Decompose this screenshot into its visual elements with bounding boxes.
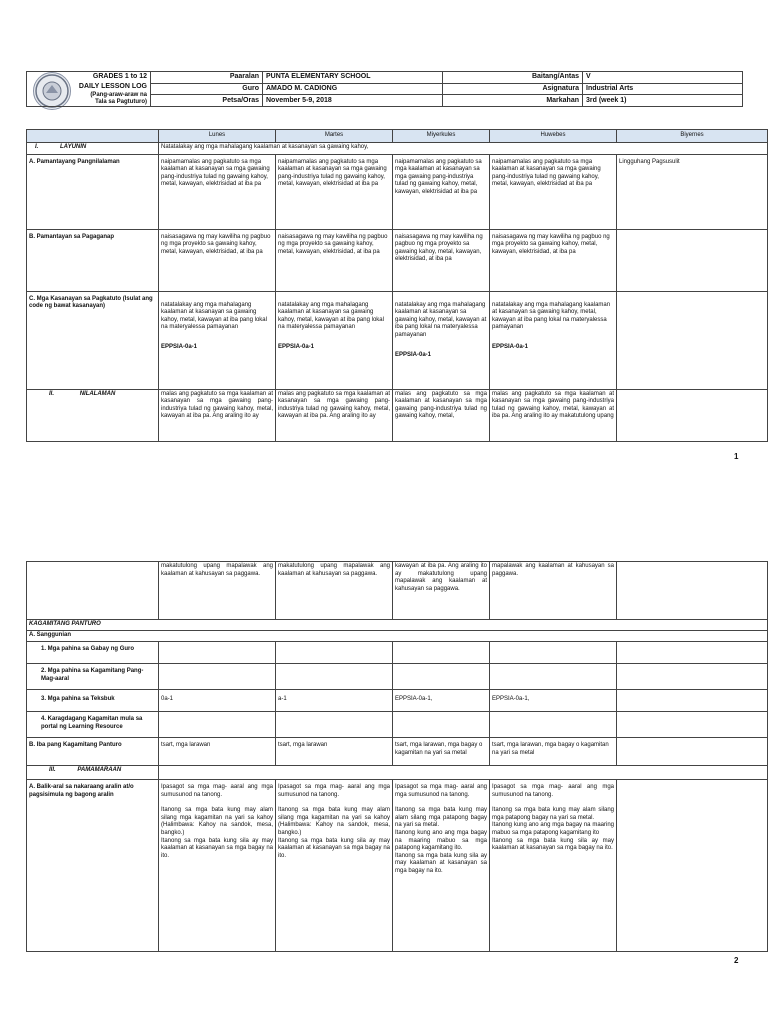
balik-aral-huwebes [490, 780, 617, 952]
cont-miyerkules: kawayan at iba pa. Ang araling ito ay makatutulong upang mapalawak ang kaalaman at kahusayan sa paggawa. [393, 562, 490, 620]
balik-aral-lunes-p3: Itanong sa mga bata kung sila ay may kaalaman at kasanayan sa mga bagay na ito. [161, 837, 273, 859]
balik-aral-huwebes-p3: Itanong kung ano ang mga bagay na maaring mabuo sa mga patapong kagamitang ito [492, 822, 614, 836]
label-asignatura: Asignatura [443, 83, 583, 95]
ref-portal-miyerkules [393, 712, 490, 738]
day-header-lunes: Lunes [159, 130, 276, 143]
balik-aral-miyerkules-p4: Itanong sa mga bata kung sila ay may kaalaman at kasanayan sa mga bagay na ito. [395, 852, 487, 874]
lesson-table-page-2 [26, 561, 768, 952]
day-header-miyerkules: Miyerkules [393, 130, 490, 143]
cell-kasanayan-martes [276, 291, 393, 389]
ref-portal-lunes [159, 712, 276, 738]
cell-nilalaman-miyerkules: malas ang pagkatuto sa mga kaalaman at kasanayan sa mga gawaing pang-industriya tulad ng gawaing kahoy, metal, [393, 389, 490, 441]
ref-portal-martes [276, 712, 393, 738]
header-title-cell [27, 72, 151, 107]
value-asignatura: Industrial Arts [583, 83, 743, 95]
cell-pagaganap-lunes: naisasagawa ng may kawiliha ng pagbuo ng mga proyekto sa gawaing kahoy, metal, kawayan, elektrisidad, at iba pa [159, 229, 276, 291]
iba-pang-kagamitan-label: B. Iba pang Kagamitang Panturo [27, 738, 159, 766]
kasanayan-code-lunes: EPPSIA-0a-1 [161, 343, 198, 350]
value-petsa: November 5-9, 2018 [263, 95, 443, 107]
cell-pagaganap-miyerkules: naisasagawa ng may kawiliha ng pagbuo ng mga proyekto sa gawaing kahoy, metal, kawayan, elektrisidad, at iba pa [393, 229, 490, 291]
ref-kagamitang-martes [276, 664, 393, 690]
ref-kagamitang-label: 2. Mga pahina sa Kagamitang Pang-Mag-aaral [27, 664, 159, 690]
label-guro: Guro [151, 83, 263, 95]
ref-kagamitang-miyerkules [393, 664, 490, 690]
balik-aral-martes-p3: Itanong sa mga bata kung sila ay may kaalaman at kasanayan sa mga bagay na ito. [278, 837, 390, 859]
ref-gabay-martes [276, 642, 393, 664]
value-baitang: V [583, 72, 743, 84]
value-guro: AMADO M. CADIONG [263, 83, 443, 95]
iba-pang-lunes: tsart, mga larawan [159, 738, 276, 766]
label-paaralan: Paaralan [151, 72, 263, 84]
ref-gabay-miyerkules [393, 642, 490, 664]
cell-pamantayang-biyernes: Lingguhang Pagsusulit [617, 154, 768, 229]
pamamaraan-label-cell [27, 766, 159, 780]
pamamaraan-label: PAMAMARAAN [77, 767, 122, 773]
cell-pamantayang-martes: naipamamalas ang pagkatuto sa mga kaalaman at kasanayan sa mga gawaing pang-industriya tulad ng gawaing kahoy, metal, kawayan, elektrisidad at iba pa [276, 154, 393, 229]
day-header-huwebes: Huwebes [490, 130, 617, 143]
ref-portal-label: 4. Karagdagang Kagamitan mula sa portal ng Learning Resource [27, 712, 159, 738]
balik-aral-martes-p2: Itanong sa mga bata kung may alam silang mga kagamitan na yari sa kahoy (Halimbawa: Kahoy na sandok, mesa, bangko.) [278, 807, 390, 836]
ref-gabay-biyernes [617, 642, 768, 664]
continuation-label-cell [27, 562, 159, 620]
pamamaraan-spacer [159, 766, 768, 780]
row-pamantayang-label: A. Pamantayang Pangnilalaman [27, 154, 159, 229]
ref-teksbuk-miyerkules: EPPSIA-0a-1, [393, 690, 490, 712]
balik-aral-miyerkules-p2: Itanong sa mga bata kung may alam silang mga patapong bagay na yari sa metal. [395, 807, 487, 829]
cont-martes: makatutulong upang mapalawak ang kaalaman at kahusayan sa paggawa. [276, 562, 393, 620]
header-title-line-2: DAILY LESSON LOG [78, 83, 147, 90]
ref-gabay-label: 1. Mga pahina sa Gabay ng Guro [27, 642, 159, 664]
nilalaman-label-cell [27, 389, 159, 441]
row-pagaganap-label: B. Pamantayan sa Pagaganap [27, 229, 159, 291]
ref-kagamitang-huwebes [490, 664, 617, 690]
nilalaman-number: II. [49, 390, 55, 397]
ref-kagamitang-lunes [159, 664, 276, 690]
layunin-number: I. [35, 143, 39, 150]
ref-teksbuk-label: 3. Mga pahina sa Teksbuk [27, 690, 159, 712]
cell-nilalaman-martes: malas ang pagkatuto sa mga kaalaman at kasanayan sa mga gawaing pang-industriya tulad ng gawaing kahoy, metal, kawayan at iba pa. Ang araling ito ay [276, 389, 393, 441]
page-number-2: 2 [734, 956, 739, 965]
ref-kagamitang-biyernes [617, 664, 768, 690]
page-number-1: 1 [734, 452, 739, 461]
ref-teksbuk-martes: a-1 [276, 690, 393, 712]
ref-portal-huwebes [490, 712, 617, 738]
balik-aral-martes [276, 780, 393, 952]
cell-pamantayang-miyerkules: naipamamalas ang pagkatuto sa mga kaalaman at kasanayan sa mga gawaing pang-industriya tulad ng gawaing kahoy, metal, kawayan, elektrisidad at iba pa [393, 154, 490, 229]
cont-huwebes: mapalawak ang kaalaman at kahusayan sa paggawa. [490, 562, 617, 620]
label-markahan: Markahan [443, 95, 583, 107]
header-title-line-3: (Pang-araw-araw na [90, 92, 147, 98]
kasanayan-text-miyerkules: natatalakay ang mga mahalagang kaalaman at kasanayan sa gawaing kahoy, metal, kawayan at iba pang lokal na materyalessa pamayanan [395, 301, 487, 338]
cell-kasanayan-miyerkules [393, 291, 490, 389]
pamamaraan-number: III. [49, 767, 56, 773]
ref-gabay-huwebes [490, 642, 617, 664]
balik-aral-huwebes-p2: Itanong sa mga bata kung may alam silang mga patapong bagay na yari sa metal. [492, 807, 614, 821]
cell-pagaganap-huwebes: naisasagawa ng may kawiliha ng pagbuo ng mga proyekto sa gawaing kahoy, metal, kawayan, elektrisidad, at iba pa [490, 229, 617, 291]
cell-pagaganap-martes: naisasagawa ng may kawiliha ng pagbuo ng mga proyekto sa gawaing kahoy, metal, kawayan, elektrisidad, at iba pa [276, 229, 393, 291]
cell-pamantayang-huwebes: naipamamalas ang pagkatuto sa mga kaalaman at kasanayan sa mga gawaing pang-industriya tulad ng gawaing kahoy, metal, kawayan, elektrisidad at iba pa [490, 154, 617, 229]
day-header-biyernes: Biyernes [617, 130, 768, 143]
layunin-text: Natatalakay ang mga mahalagang kaalaman at kasanayan sa gawaing kahoy, [159, 142, 768, 154]
value-markahan: 3rd (week 1) [583, 95, 743, 107]
nilalaman-label: NILALAMAN [79, 390, 116, 397]
iba-pang-miyerkules: tsart, mga larawan, mga bagay o kagamitan na yari sa metal [393, 738, 490, 766]
kasanayan-text-huwebes: natatalakay ang mga mahalagang kaalaman at kasanayan sa gawaing kahoy, metal, kawayan at iba pang lokal na materyalessa pamayanan [492, 301, 611, 331]
label-baitang: Baitang/Antas [443, 72, 583, 84]
balik-aral-huwebes-p1: Ipasagot sa mga mag- aaral ang mga sumusunod na tanong. [492, 784, 614, 798]
sanggunian-heading: A. Sanggunian [27, 631, 768, 642]
iba-pang-huwebes: tsart, mga larawan, mga bagay o kagamitan na yari sa metal [490, 738, 617, 766]
kasanayan-code-martes: EPPSIA-0a-1 [278, 343, 315, 350]
cell-kasanayan-biyernes [617, 291, 768, 389]
balik-aral-lunes-p2: Itanong sa mga bata kung may alam silang mga kagamitan na yari sa kahoy (Halimbawa: Kahoy na sandok, mesa, bangko.) [161, 807, 273, 836]
balik-aral-martes-p1: Ipasagot sa mga mag- aaral ang mga sumusunod na tanong. [278, 784, 390, 798]
balik-aral-label: A. Balik-aral sa nakaraang aralin at/o pagsisimula ng bagong aralin [27, 780, 159, 952]
ref-teksbuk-lunes: 0a-1 [159, 690, 276, 712]
iba-pang-biyernes [617, 738, 768, 766]
cell-kasanayan-huwebes [490, 291, 617, 389]
cell-nilalaman-lunes: malas ang pagkatuto sa mga kaalaman at kasanayan sa mga gawaing pang-industriya tulad ng gawaing kahoy, metal, kawayan at iba pa. Ang araling ito ay [159, 389, 276, 441]
lesson-table-page-1 [26, 129, 768, 442]
iba-pang-martes: tsart, mga larawan [276, 738, 393, 766]
balik-aral-lunes-p1: Ipasagot sa mga mag- aaral ang mga sumusunod na tanong. [161, 784, 273, 798]
lesson-header-table [26, 71, 743, 107]
kasanayan-text-martes: natatalakay ang mga mahalagang kaalaman at kasanayan sa gawaing kahoy, metal, kawayan at iba pang lokal na materyalessa pamayanan [278, 301, 384, 331]
cell-nilalaman-huwebes: malas ang pagkatuto sa mga kaalaman at kasanayan sa mga gawaing pang-industriya tulad ng gawaing kahoy, metal, kawayan at iba pa. Ang araling ito ay makatutulong upang [490, 389, 617, 441]
label-petsa: Petsa/Oras [151, 95, 263, 107]
balik-aral-miyerkules-p1: Ipasagot sa mga mag- aaral ang mga sumusunod na tanong. [395, 784, 487, 798]
kasanayan-code-miyerkules: EPPSIA-0a-1 [395, 351, 432, 358]
header-title-line-1: GRADES 1 to 12 [92, 73, 147, 80]
value-paaralan: PUNTA ELEMENTARY SCHOOL [263, 72, 443, 84]
kagamitan-heading: KAGAMITANG PANTURO [27, 620, 768, 631]
balik-aral-miyerkules [393, 780, 490, 952]
day-header-blank [27, 130, 159, 143]
day-header-martes: Martes [276, 130, 393, 143]
ref-gabay-lunes [159, 642, 276, 664]
kasanayan-text-lunes: natatalakay ang mga mahalagang kaalaman at kasanayan sa gawaing kahoy, metal, kawayan at iba pang lokal na materyalessa pamayanan [161, 301, 267, 331]
cell-nilalaman-biyernes [617, 389, 768, 441]
balik-aral-huwebes-p4: Itanong sa mga bata kung sila ay may kaalaman at kasanayan sa mga bagay na ito. [492, 837, 614, 852]
ref-teksbuk-biyernes [617, 690, 768, 712]
cell-kasanayan-lunes [159, 291, 276, 389]
ref-portal-biyernes [617, 712, 768, 738]
layunin-label: LAYUNIN [60, 143, 87, 150]
balik-aral-miyerkules-p3: Itanong kung ano ang mga bagay na maaring mabuo sa mga patapong kagamitang ito. [395, 829, 487, 852]
balik-aral-lunes [159, 780, 276, 952]
header-title-line-4: Tala sa Pagtuturo) [95, 99, 147, 105]
cont-lunes: makatutulong upang mapalawak ang kaalaman at kahusayan sa paggawa. [159, 562, 276, 620]
kasanayan-code-huwebes: EPPSIA-0a-1 [492, 343, 529, 350]
balik-aral-biyernes [617, 780, 768, 952]
cell-pagaganap-biyernes [617, 229, 768, 291]
cell-pamantayang-lunes: naipamamalas ang pagkatuto sa mga kaalaman at kasanayan sa mga gawaing pang-industriya tulad ng gawaing kahoy, metal, kawayan, elektrisidad at iba pa [159, 154, 276, 229]
ref-teksbuk-huwebes: EPPSIA-0a-1, [490, 690, 617, 712]
row-kasanayan-label: C. Mga Kasanayan sa Pagkatuto (Isulat ang code ng bawat kasanayan) [27, 291, 159, 389]
layunin-label-cell [27, 142, 159, 154]
cont-biyernes [617, 562, 768, 620]
